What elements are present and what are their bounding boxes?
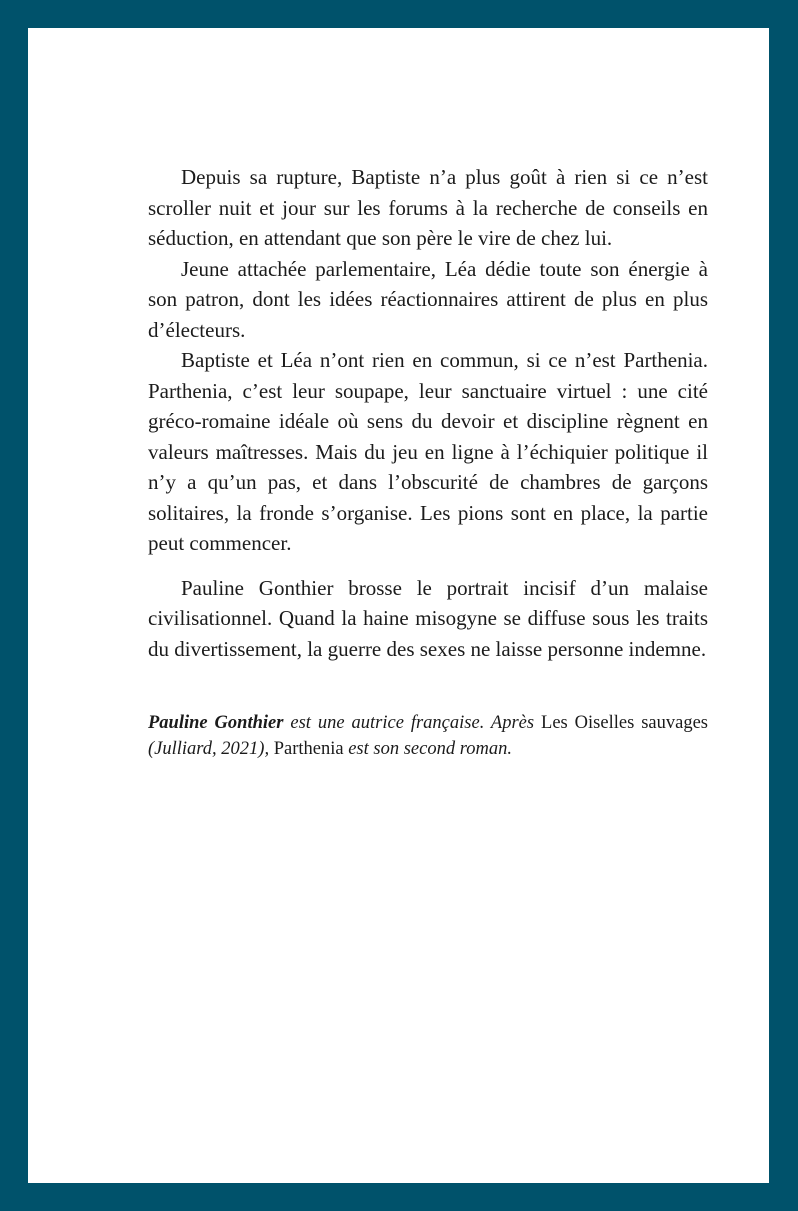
book-title-parthenia: Parthenia [273, 739, 349, 759]
synopsis-paragraph-2: Jeune attachée parlementaire, Léa dédie toute son énergie à son patron, dont les idées réactionnaires attirent de plus en plus d’électeurs. [148, 256, 708, 342]
author-bio-text-2: (Julliard, 2021), [148, 739, 274, 759]
synopsis-paragraph-3: Baptiste et Léa n’ont rien en commun, si ce n’est Parthenia. Parthenia, c’est leur soupape, leur sanctuaire virtuel : une cité gréco-romaine idéale où sens du devoir et discipline règnent en valeurs maîtresses. Mais du jeu en ligne à l’échiquier politique il n’y a qu’un pas, et dans l’obscurité de chambres de garçons solitaires, la fronde s’organise. Les pions sont en place, la partie peut commencer. [148, 348, 708, 555]
synopsis-paragraph-1: Depuis sa rupture, Baptiste n’a plus goût à rien si ce n’est scroller nuit et jour sur les forums à la recherche de conseils en séduction, en attendant que son père le vire de chez lui. [148, 165, 708, 250]
author-bio-text-3: est son second roman. [348, 739, 512, 759]
author-name: Pauline Gonthier [148, 713, 291, 733]
synopsis-paragraph-4: Pauline Gonthier brosse le portrait incisif d’un malaise civilisationnel. Quand la haine misogyne se diffuse sous les traits du divertissement, la guerre des sexes ne laisse personne indemne. [148, 575, 708, 661]
back-cover-text-block [148, 162, 708, 762]
author-bio [148, 710, 708, 762]
author-bio-text-1: est une autrice française. Après [290, 713, 542, 733]
book-title-les-oiselles-sauvages: Les Oiselles sauvages [541, 713, 708, 733]
